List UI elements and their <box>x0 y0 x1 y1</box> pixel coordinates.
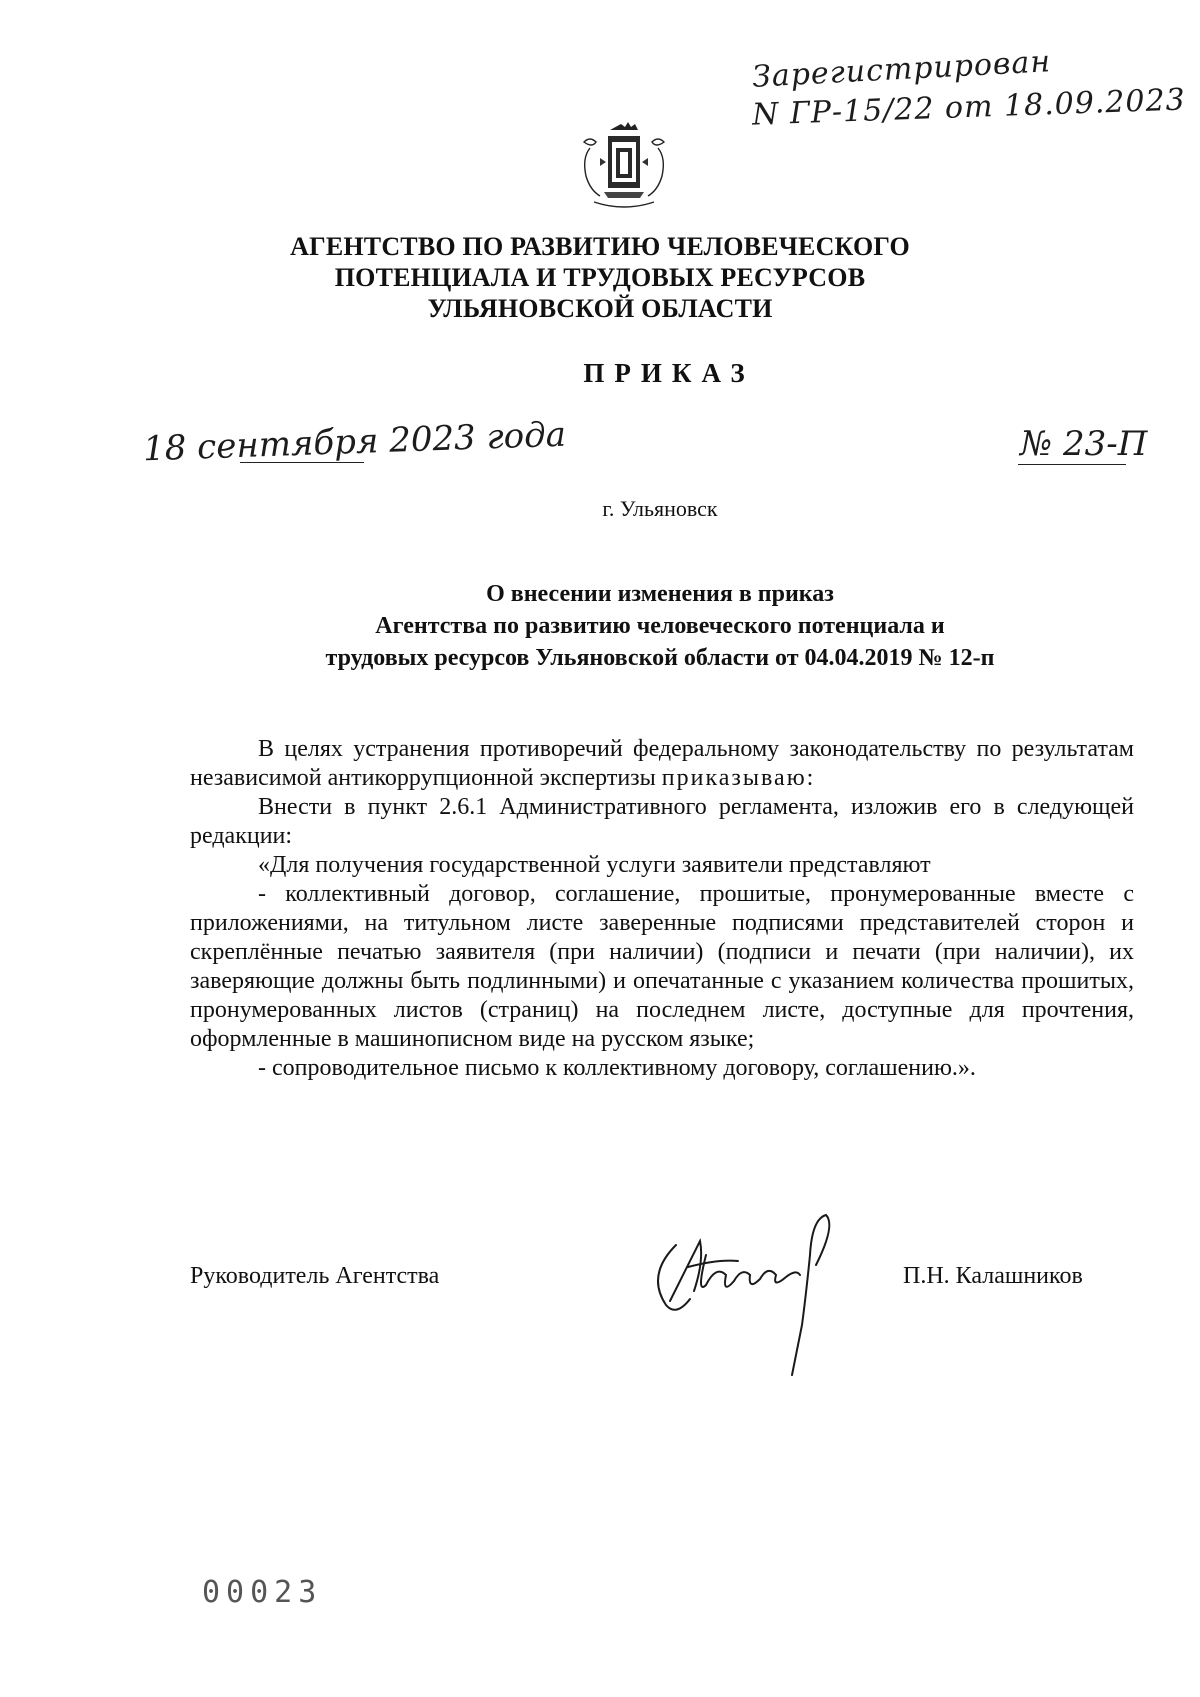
number-underline <box>1018 464 1126 465</box>
stamp-number: 00023 <box>202 1575 323 1610</box>
city: г. Ульяновск <box>602 496 718 521</box>
agency-name-line-3: УЛЬЯНОВСКОЙ ОБЛАСТИ <box>427 294 773 323</box>
order-date: 18 сентября 2023 года <box>142 414 567 470</box>
subject-line-1: О внесении изменения в приказ <box>486 581 834 607</box>
document-type: ПРИКАЗ <box>583 358 755 388</box>
subject-line-2: Агентства по развитию человеческого потенциала и <box>375 613 945 639</box>
body-paragraph-1 <box>190 735 1134 793</box>
order-verb: приказываю: <box>661 765 816 791</box>
signatory-title: Руководитель Агентства <box>190 1263 440 1289</box>
body-paragraph-1-text: В целях устранения противоречий федеральному законодательству по результатам независимой антикоррупционной экспертизы <box>190 736 1134 791</box>
date-underline <box>240 462 364 463</box>
agency-name-line-2: ПОТЕНЦИАЛА И ТРУДОВЫХ РЕСУРСОВ <box>334 263 866 292</box>
body-paragraph-4: - коллективный договор, соглашение, прошитые, пронумерованные вместе с приложениями, на титульном листе заверенные подписями представителей сторон и скреплённые печатью заявителя (при наличии) (подписи и печати (при наличии), их заверяющие должны быть подлинными) и опечатанные с указанием количества прошитых, пронумерованных листов (страниц) на последнем листе, доступные для прочтения, оформленные в машинописном виде на русском языке; <box>190 881 1134 1052</box>
order-number: № 23-П <box>1020 424 1148 464</box>
registration-line-1: Зарегистрирован <box>751 44 1052 95</box>
subject-line-3: трудовых ресурсов Ульяновской области от 04.04.2019 № 12-п <box>325 645 995 671</box>
handwritten-signature <box>636 1205 876 1385</box>
coat-of-arms-icon <box>570 118 678 210</box>
order-body <box>190 735 1134 1083</box>
registration-line-2: N ГР-15/22 от 18.09.2023 <box>751 82 1187 133</box>
body-paragraph-5: - сопроводительное письмо к коллективному договору, соглашению.». <box>258 1055 976 1081</box>
agency-name-line-1: АГЕНТСТВО ПО РАЗВИТИЮ ЧЕЛОВЕЧЕСКОГО <box>290 232 910 261</box>
signatory-name: П.Н. Калашников <box>903 1263 1083 1289</box>
body-paragraph-2: Внести в пункт 2.6.1 Административного регламента, изложив его в следующей редакции: <box>190 794 1134 849</box>
body-paragraph-3: «Для получения государственной услуги заявители представляют <box>258 852 931 878</box>
